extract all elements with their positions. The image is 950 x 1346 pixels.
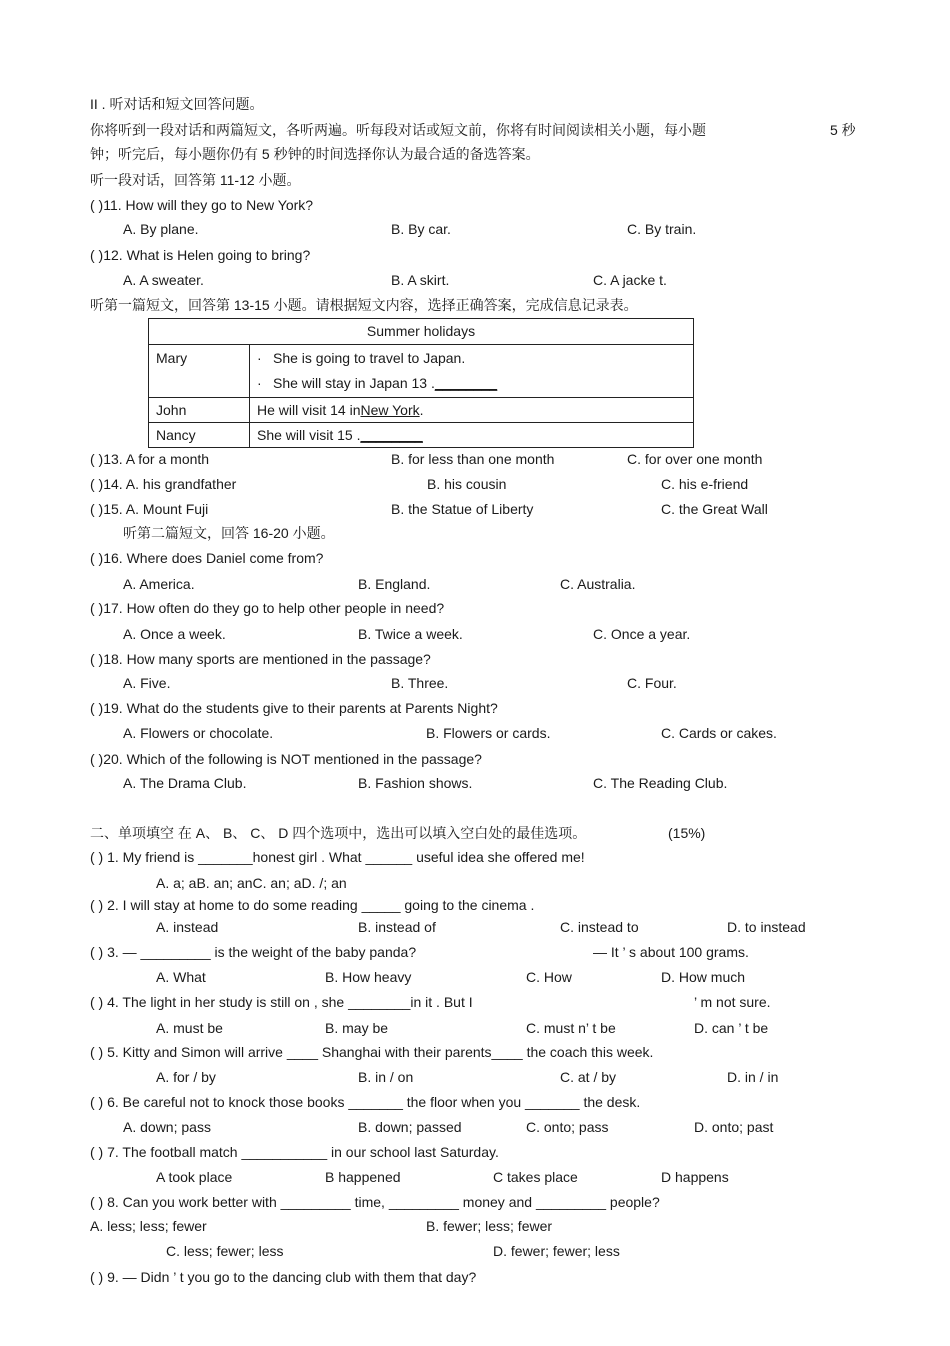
s2-q2-option-c: C. instead to — [560, 919, 639, 935]
q19-option-c: C. Cards or cakes. — [661, 725, 777, 741]
s2-q5-stem: ( ) 5. Kitty and Simon will arrive ____ Shanghai with their parents____ the coach this week. — [90, 1044, 654, 1060]
mary-line1: She is going to travel to Japan. — [273, 350, 466, 366]
q15-stem: ( )15. A. Mount Fuji — [90, 501, 209, 517]
s2-q4-stem: ( ) 4. The light in her study is still on , she ________in it . But I — [90, 994, 473, 1010]
q11-option-c: C. By train. — [627, 221, 697, 237]
s2-q7-stem: ( ) 7. The football match ___________ in our school last Saturday. — [90, 1144, 499, 1160]
q17-stem: ( )17. How often do they go to help other people in need? — [90, 600, 445, 616]
s2-q3-option-c: C. How — [526, 969, 572, 985]
s2-q1-options: A. a; aB. an; anC. an; aD. /; an — [156, 875, 347, 891]
s2-q9-stem: ( ) 9. — Didn ’ t you go to the dancing club with them that day? — [90, 1269, 477, 1285]
mary-line2: She will stay in Japan 13 . — [273, 375, 435, 391]
s2-q4-option-b: B. may be — [325, 1020, 389, 1036]
q16-option-c: C. Australia. — [560, 576, 636, 592]
s2-q4-option-d: D. can ’ t be — [694, 1020, 769, 1036]
s2-q3-option-a: A. What — [156, 969, 206, 985]
s2-q6-option-c: C. onto; pass — [526, 1119, 609, 1135]
s2-q6-option-d: D. onto; past — [694, 1119, 774, 1135]
s2-q8-option-b: B. fewer; less; fewer — [426, 1218, 553, 1234]
john-underlined: New York — [360, 402, 420, 418]
s2-q6-stem: ( ) 6. Be careful not to knock those books _______ the floor when you _______ the desk. — [90, 1094, 641, 1110]
s2-q5-option-d: D. in / in — [727, 1069, 779, 1085]
s2-q4-option-c: C. must n’ t be — [526, 1020, 616, 1036]
q18-stem: ( )18. How many sports are mentioned in the passage? — [90, 651, 431, 667]
s2-q4-option-a: A. must be — [156, 1020, 223, 1036]
nancy-text: She will visit 15 . — [257, 427, 361, 443]
passage2-intro: 听第二篇短文，回答 16-20 小题。 — [123, 525, 335, 541]
part2-intro-line1-end: 5 秒 — [830, 122, 856, 138]
q14-stem: ( )14. A. his grandfather — [90, 476, 237, 492]
q12-option-c: C. A jacke t. — [593, 272, 667, 288]
q20-stem: ( )20. Which of the following is NOT mentioned in the passage? — [90, 751, 482, 767]
q11-option-b: B. By car. — [391, 221, 451, 237]
s2-q6-option-b: B. down; passed — [358, 1119, 462, 1135]
s2-q7-option-d: D happens — [661, 1169, 729, 1185]
q19-option-a: A. Flowers or chocolate. — [123, 725, 274, 741]
q15-option-b: B. the Statue of Liberty — [391, 501, 534, 517]
s2-q6-option-a: A. down; pass — [123, 1119, 211, 1135]
q15-option-c: C. the Great Wall — [661, 501, 768, 517]
s2-q2-option-b: B. instead of — [358, 919, 436, 935]
table-name-mary: Mary — [149, 345, 250, 398]
passage1-intro: 听第一篇短文，回答第 13-15 小题。请根据短文内容，选择正确答案，完成信息记录表。 — [90, 297, 638, 313]
s2-q3-stem: ( ) 3. — _________ is the weight of the baby panda? — [90, 944, 417, 960]
s2-q2-stem: ( ) 2. I will stay at home to do some reading _____ going to the cinema . — [90, 897, 535, 913]
q12-option-a: A. A sweater. — [123, 272, 204, 288]
q16-stem: ( )16. Where does Daniel come from? — [90, 550, 324, 566]
s2-q3-reply: — It ’ s about 100 grams. — [593, 944, 749, 960]
table-name-nancy: Nancy — [149, 423, 250, 448]
john-end: . — [419, 402, 424, 418]
part2-heading: II . 听对话和短文回答问题。 — [90, 96, 264, 112]
q20-option-c: C. The Reading Club. — [593, 775, 728, 791]
s2-q5-option-c: C. at / by — [560, 1069, 617, 1085]
section2-heading: 二、单项填空 在 A、 B、 C、 D 四个选项中，选出可以填入空白处的最佳选项。 — [90, 825, 587, 841]
s2-q3-option-d: D. How much — [661, 969, 746, 985]
table-name-john: John — [149, 398, 250, 423]
s2-q8-option-a: A. less; less; fewer — [90, 1218, 207, 1234]
part2-intro-line2: 钟；听完后，每小题你仍有 5 秒钟的时间选择你认为最合适的备选答案。 — [90, 146, 540, 162]
q13-option-c: C. for over one month — [627, 451, 763, 467]
q14-option-c: C. his e-friend — [661, 476, 749, 492]
nancy-blank: ________ — [360, 427, 423, 443]
q11-option-a: A. By plane. — [123, 221, 199, 237]
q12-stem: ( )12. What is Helen going to bring? — [90, 247, 311, 263]
s2-q1-stem: ( ) 1. My friend is _______honest girl . What ______ useful idea she offered me! — [90, 849, 585, 865]
table-cell-mary: · She is going to travel to Japan. · She will stay in Japan 13 .________ — [250, 345, 694, 398]
s2-q5-option-a: A. for / by — [156, 1069, 216, 1085]
q16-option-b: B. England. — [358, 576, 431, 592]
q17-option-a: A. Once a week. — [123, 626, 226, 642]
s2-q4-tail: ’ m not sure. — [694, 994, 771, 1010]
q16-option-a: A. America. — [123, 576, 195, 592]
q19-option-b: B. Flowers or cards. — [426, 725, 551, 741]
q11-stem: ( )11. How will they go to New York? — [90, 197, 314, 213]
q18-option-a: A. Five. — [123, 675, 171, 691]
s2-q5-option-b: B. in / on — [358, 1069, 414, 1085]
mary-blank: ________ — [434, 375, 498, 391]
s2-q2-option-a: A. instead — [156, 919, 219, 935]
s2-q7-option-c: C takes place — [493, 1169, 578, 1185]
q18-option-b: B. Three. — [391, 675, 449, 691]
s2-q8-option-c: C. less; fewer; less — [166, 1243, 284, 1259]
part2-intro-line1: 你将听到一段对话和两篇短文，各听两遍。听每段对话或短文前，你将有时间阅读相关小题，每小题 — [90, 122, 706, 138]
q14-option-b: B. his cousin — [427, 476, 507, 492]
table-cell-john — [250, 398, 694, 423]
s2-q2-option-d: D. to instead — [727, 919, 806, 935]
table-title: Summer holidays — [149, 319, 694, 345]
q20-option-a: A. The Drama Club. — [123, 775, 247, 791]
s2-q7-option-a: A took place — [156, 1169, 233, 1185]
s2-q3-option-b: B. How heavy — [325, 969, 412, 985]
s2-q7-option-b: B happened — [325, 1169, 401, 1185]
dialogue-intro: 听一段对话，回答第 11-12 小题。 — [90, 172, 301, 188]
q19-stem: ( )19. What do the students give to their parents at Parents Night? — [90, 700, 498, 716]
q13-stem: ( )13. A for a month — [90, 451, 210, 467]
section2-score: (15%) — [668, 825, 706, 841]
s2-q8-stem: ( ) 8. Can you work better with _________ time, _________ money and _________ people? — [90, 1194, 660, 1210]
q17-option-c: C. Once a year. — [593, 626, 691, 642]
q12-option-b: B. A skirt. — [391, 272, 450, 288]
q18-option-c: C. Four. — [627, 675, 677, 691]
table-cell-nancy — [250, 423, 694, 448]
q13-option-b: B. for less than one month — [391, 451, 555, 467]
john-text: He will visit 14 in — [257, 402, 361, 418]
q17-option-b: B. Twice a week. — [358, 626, 463, 642]
s2-q8-option-d: D. fewer; fewer; less — [493, 1243, 620, 1259]
summer-holidays-table — [148, 318, 694, 448]
q20-option-b: B. Fashion shows. — [358, 775, 473, 791]
